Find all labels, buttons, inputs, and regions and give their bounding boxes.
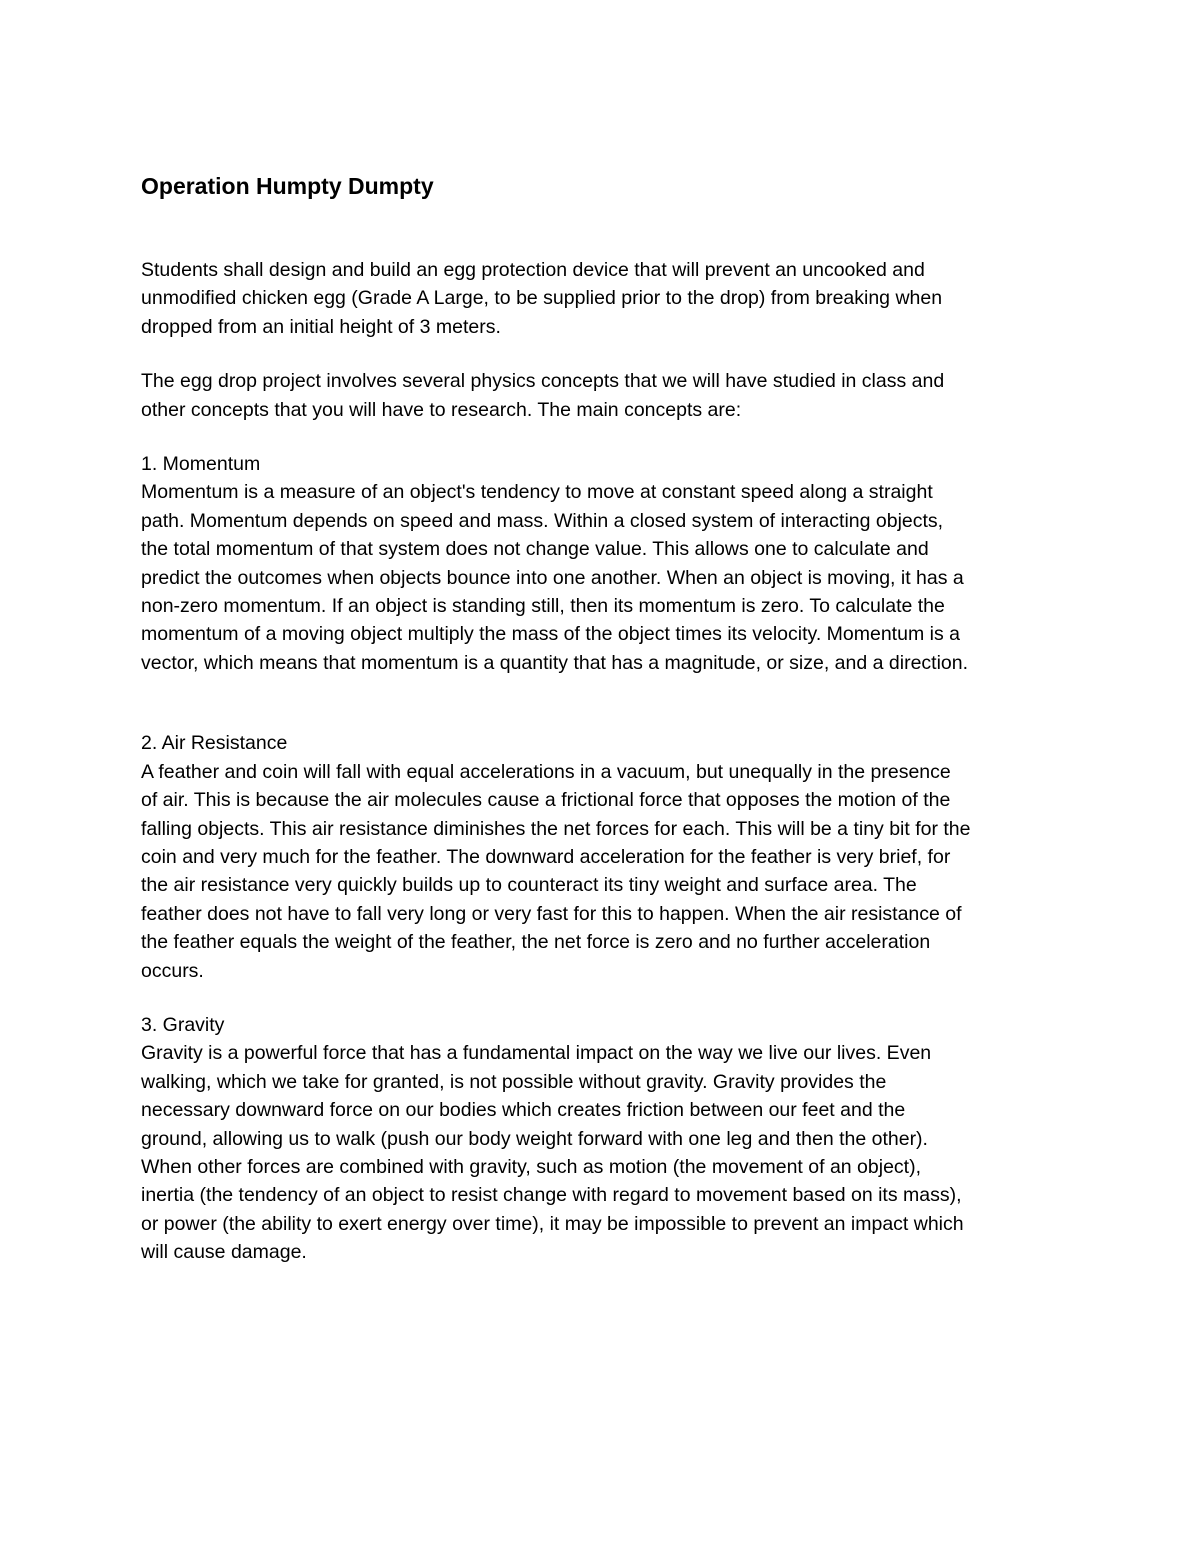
paragraph-line: When other forces are combined with gravity, such as motion (the movement of an object),: [141, 1155, 921, 1178]
paragraph-line: Students shall design and build an egg protection device that will prevent an uncooked and: [141, 259, 925, 281]
paragraph-line: Gravity is a powerful force that has a fundamental impact on the way we live our lives. Even: [141, 1042, 932, 1065]
section-air-resistance: [141, 729, 1071, 985]
paragraph-line: inertia (the tendency of an object to resist change with regard to movement based on its mass),: [141, 1184, 962, 1207]
section-heading: 2. Air Resistance: [141, 732, 288, 755]
paragraph-line: falling objects. This air resistance diminishes the net forces for each. This will be a tiny bit for the: [141, 817, 971, 840]
paragraph-line: Momentum is a measure of an object's tendency to move at constant speed along a straight: [141, 481, 933, 504]
paragraph-line: feather does not have to fall very long or very fast for this to happen. When the air resistance of: [141, 902, 962, 925]
section-heading: 1. Momentum: [141, 453, 261, 476]
section-gravity: [141, 1011, 1071, 1267]
paragraph-line: or power (the ability to exert energy over time), it may be impossible to prevent an impact which: [141, 1212, 964, 1235]
document-body: [141, 168, 1071, 1267]
paragraph-line: dropped from an initial height of 3 meters.: [141, 315, 501, 338]
paragraph-line: path. Momentum depends on speed and mass. Within a closed system of interacting objects,: [141, 509, 944, 532]
document-title: Operation Humpty Dumpty: [141, 173, 434, 199]
paragraph-line: momentum of a moving object multiply the mass of the object times its velocity. Momentum is a: [141, 623, 960, 646]
paragraph-line: coin and very much for the feather. The downward acceleration for the feather is very brief, for: [141, 845, 951, 868]
paragraph-line: predict the outcomes when objects bounce into one another. When an object is moving, it has a: [141, 566, 964, 589]
paragraph-line: ground, allowing us to walk (push our body weight forward with one leg and then the other).: [141, 1127, 928, 1150]
paragraph-line: the total momentum of that system does not change value. This allows one to calculate and: [141, 538, 929, 561]
paragraph-line: unmodified chicken egg (Grade A Large, to be supplied prior to the drop) from breaking when: [141, 287, 943, 310]
paragraph-line: occurs.: [141, 959, 204, 982]
intro-paragraph: [141, 256, 1071, 341]
paragraph-line: will cause damage.: [141, 1241, 307, 1264]
paragraph-line: other concepts that you will have to research. The main concepts are:: [141, 398, 742, 421]
paragraph-line: the feather equals the weight of the feather, the net force is zero and no further acceleration: [141, 931, 931, 954]
paragraph-line: the air resistance very quickly builds up to counteract its tiny weight and surface area. The: [141, 874, 917, 897]
paragraph-line: A feather and coin will fall with equal accelerations in a vacuum, but unequally in the presence: [141, 760, 951, 783]
section-momentum: [141, 450, 1071, 677]
paragraph-line: non-zero momentum. If an object is standing still, then its momentum is zero. To calculate the: [141, 595, 945, 618]
paragraph-line: walking, which we take for granted, is not possible without gravity. Gravity provides the: [141, 1070, 887, 1093]
overview-paragraph: [141, 367, 1071, 424]
paragraph-line: necessary downward force on our bodies which creates friction between our feet and the: [141, 1099, 906, 1122]
section-heading: 3. Gravity: [141, 1013, 225, 1036]
paragraph-line: The egg drop project involves several physics concepts that we will have studied in class and: [141, 370, 945, 393]
paragraph-line: of air. This is because the air molecules cause a frictional force that opposes the motion of the: [141, 789, 951, 812]
paragraph-line: vector, which means that momentum is a quantity that has a magnitude, or size, and a direction.: [141, 651, 969, 674]
